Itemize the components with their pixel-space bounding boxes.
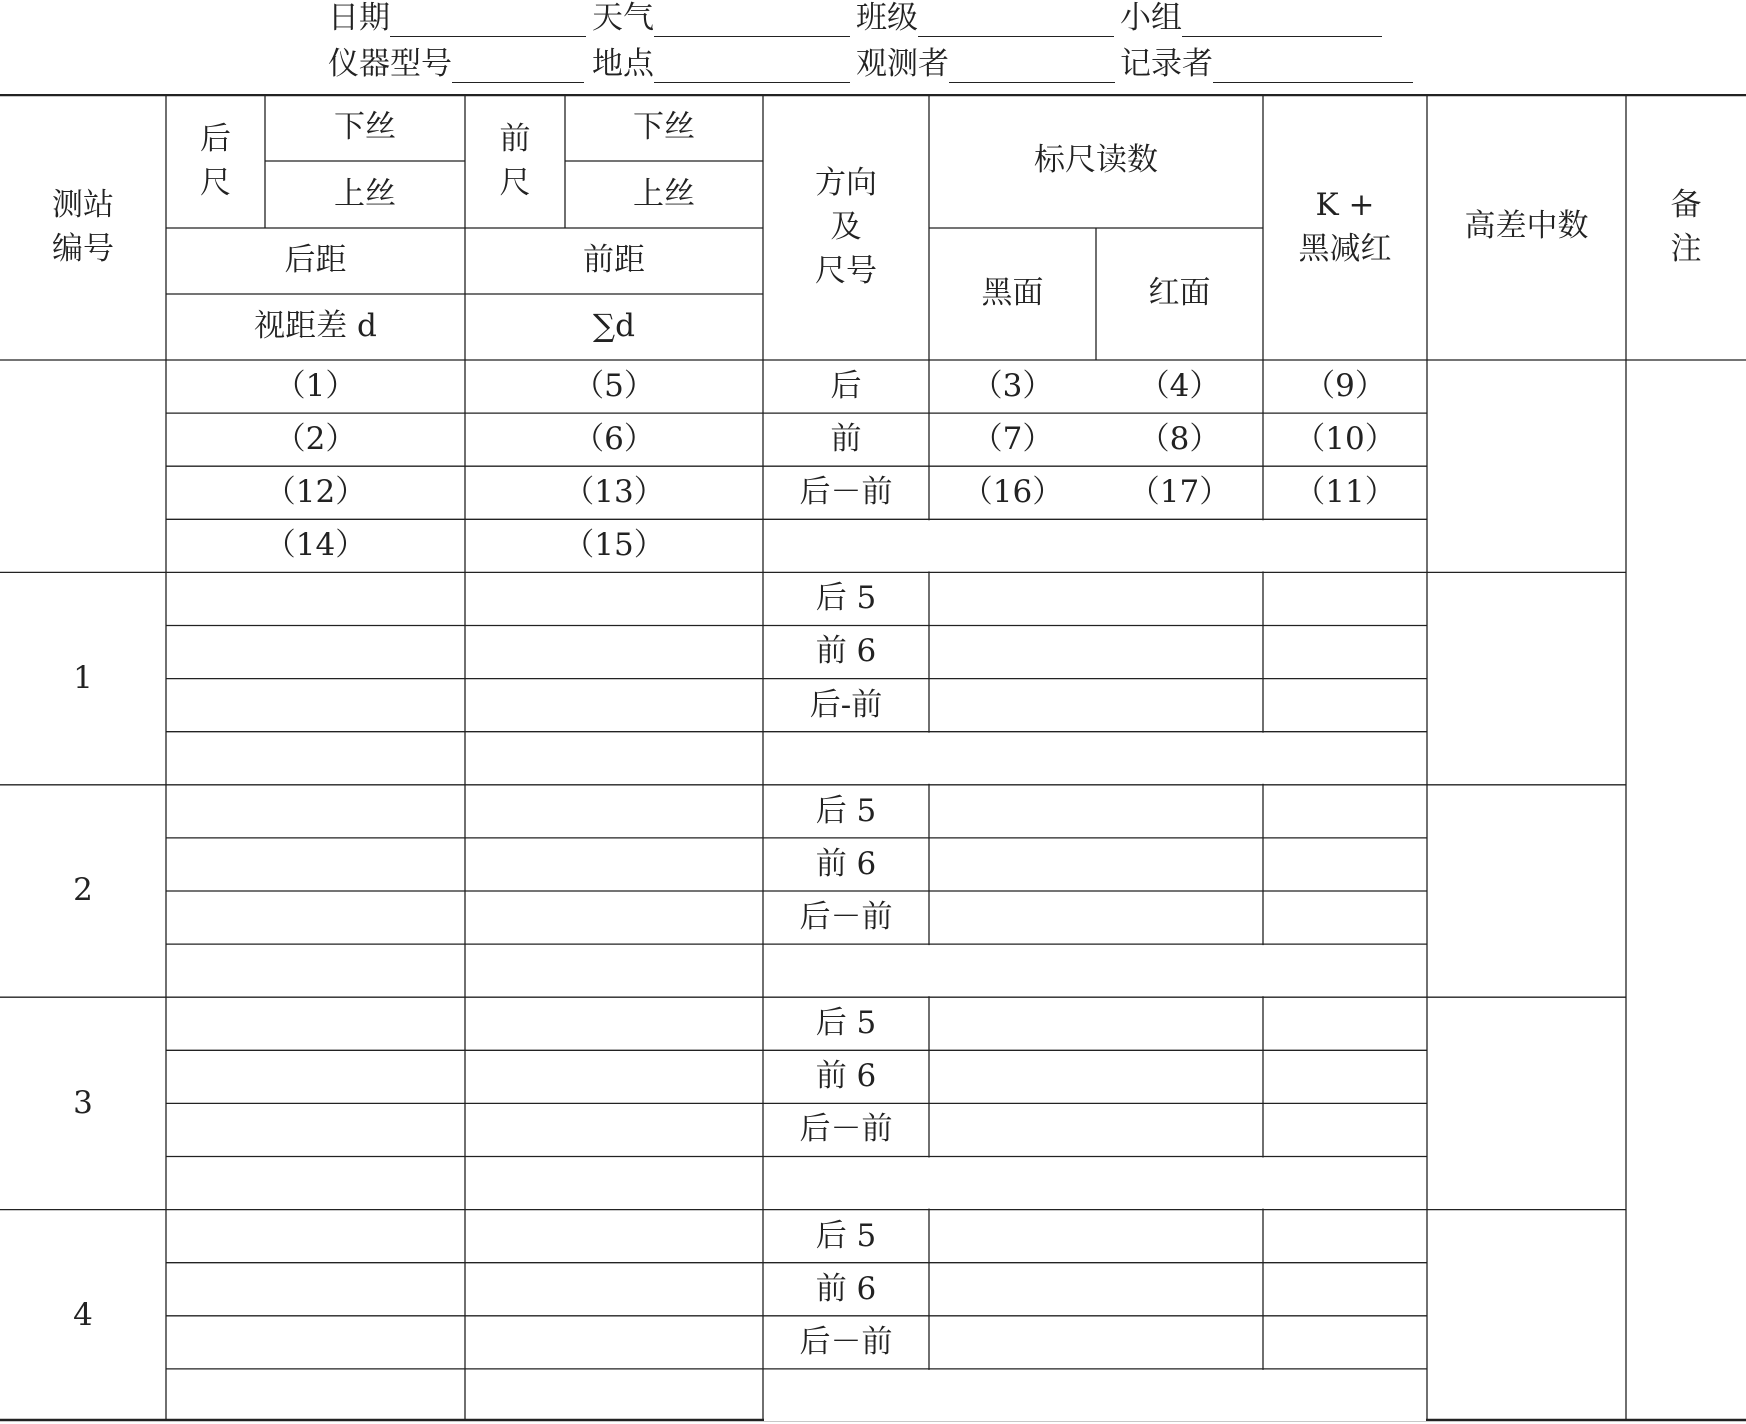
front-distance-input[interactable] bbox=[465, 1157, 763, 1210]
mean-height-difference-input[interactable] bbox=[1427, 1050, 1626, 1103]
header-front-staff: 前 尺 bbox=[499, 121, 531, 201]
red-face-input[interactable] bbox=[1096, 785, 1263, 838]
meta-instrument-field[interactable] bbox=[452, 52, 584, 83]
back-distance-input[interactable] bbox=[166, 572, 465, 625]
legend-mean-cell bbox=[1427, 413, 1626, 466]
meta-group-field[interactable] bbox=[1182, 6, 1382, 37]
mean-height-difference-input[interactable] bbox=[1427, 838, 1626, 891]
k-black-minus-red-input[interactable] bbox=[1263, 1316, 1427, 1369]
k-black-minus-red-input[interactable] bbox=[1263, 626, 1427, 679]
direction-label: 后－前 bbox=[799, 898, 893, 935]
red-face-input[interactable] bbox=[1096, 891, 1263, 944]
legend-direction-cell: 后 bbox=[830, 367, 862, 404]
meta-class-label: 班级 bbox=[856, 0, 918, 36]
meta-class-field[interactable] bbox=[918, 6, 1114, 37]
red-face-input[interactable] bbox=[1096, 997, 1263, 1050]
meta-observer-field[interactable] bbox=[949, 52, 1115, 83]
red-face-input[interactable] bbox=[1096, 1103, 1263, 1156]
meta-place bbox=[592, 38, 850, 83]
station-number: 1 bbox=[73, 659, 93, 696]
mean-height-difference-input[interactable] bbox=[1427, 679, 1626, 732]
meta-recorder bbox=[1120, 38, 1413, 83]
direction-label: 后 5 bbox=[815, 580, 877, 617]
back-distance-input[interactable] bbox=[166, 997, 465, 1050]
red-face-input[interactable] bbox=[1096, 679, 1263, 732]
meta-class bbox=[856, 0, 1114, 37]
direction-label: 前 6 bbox=[815, 1270, 877, 1307]
meta-date-label: 日期 bbox=[328, 0, 390, 36]
header-direction: 方向 及 尺号 bbox=[815, 165, 877, 289]
front-distance-input[interactable] bbox=[465, 679, 763, 732]
red-face-input[interactable] bbox=[1096, 1210, 1263, 1263]
back-distance-input[interactable] bbox=[166, 838, 465, 891]
red-face-input[interactable] bbox=[1096, 572, 1263, 625]
back-distance-input[interactable] bbox=[166, 732, 465, 785]
black-face-input[interactable] bbox=[929, 997, 1096, 1050]
k-black-minus-red-input[interactable] bbox=[1263, 1050, 1427, 1103]
k-black-minus-red-input[interactable] bbox=[1263, 679, 1427, 732]
direction-label: 后－前 bbox=[799, 1111, 893, 1148]
front-distance-input[interactable] bbox=[465, 1316, 763, 1369]
station-number: 4 bbox=[73, 1297, 93, 1334]
legend-direction-cell: 后－前 bbox=[799, 474, 893, 511]
header-station-no: 测站 编号 bbox=[52, 187, 114, 267]
back-distance-input[interactable] bbox=[166, 1157, 465, 1210]
red-face-input[interactable] bbox=[1096, 626, 1263, 679]
mean-height-difference-input[interactable] bbox=[1427, 1316, 1626, 1369]
header-red-face: 红面 bbox=[1148, 275, 1211, 312]
k-black-minus-red-input[interactable] bbox=[1263, 891, 1427, 944]
header-sum-d: ∑d bbox=[593, 308, 635, 345]
mean-height-difference-input[interactable] bbox=[1427, 785, 1626, 838]
header-remarks: 备 注 bbox=[1670, 187, 1702, 267]
legend-front-cell: （6） bbox=[573, 421, 655, 458]
station-number: 3 bbox=[73, 1084, 93, 1121]
back-distance-input[interactable] bbox=[166, 891, 465, 944]
header-back-staff: 后 尺 bbox=[200, 121, 231, 201]
mean-height-difference-input[interactable] bbox=[1427, 626, 1626, 679]
legend-k-cell: （9） bbox=[1304, 367, 1386, 404]
direction-label: 前 6 bbox=[815, 845, 877, 882]
back-distance-input[interactable] bbox=[166, 1050, 465, 1103]
k-black-minus-red-input[interactable] bbox=[1263, 1103, 1427, 1156]
legend-back-cell: （14） bbox=[264, 527, 367, 564]
legend-k-cell: （11） bbox=[1294, 474, 1396, 511]
mean-height-difference-input[interactable] bbox=[1427, 891, 1626, 944]
leveling-record-table bbox=[0, 94, 1746, 1422]
legend-back-cell: （12） bbox=[264, 474, 367, 511]
black-face-input[interactable] bbox=[929, 1103, 1096, 1156]
black-face-input[interactable] bbox=[929, 891, 1096, 944]
header-mean-height-difference: 高差中数 bbox=[1464, 208, 1589, 245]
front-distance-input[interactable] bbox=[465, 785, 763, 838]
front-distance-input[interactable] bbox=[465, 944, 763, 997]
black-face-input[interactable] bbox=[929, 1263, 1096, 1316]
mean-height-difference-input[interactable] bbox=[1427, 997, 1626, 1050]
red-face-input[interactable] bbox=[1096, 1316, 1263, 1369]
red-face-input[interactable] bbox=[1096, 1263, 1263, 1316]
back-distance-input[interactable] bbox=[166, 1103, 465, 1156]
header-black-face: 黑面 bbox=[981, 275, 1044, 312]
legend-mean-cell bbox=[1427, 466, 1626, 519]
k-black-minus-red-input[interactable] bbox=[1263, 572, 1427, 625]
mean-height-difference-input[interactable] bbox=[1427, 1103, 1626, 1156]
legend-red-cell: （17） bbox=[1128, 474, 1231, 511]
back-distance-input[interactable] bbox=[166, 1369, 465, 1422]
mean-height-difference-input[interactable] bbox=[1427, 1210, 1626, 1263]
station-number: 2 bbox=[73, 872, 93, 909]
legend-mean-cell bbox=[1427, 360, 1626, 413]
back-distance-input[interactable] bbox=[166, 944, 465, 997]
meta-group bbox=[1120, 0, 1382, 37]
k-black-minus-red-input[interactable] bbox=[1263, 997, 1427, 1050]
legend-black-cell: （7） bbox=[971, 421, 1054, 458]
legend-direction-cell: 前 bbox=[830, 421, 862, 458]
front-distance-input[interactable] bbox=[465, 838, 763, 891]
header-k-black-minus-red: K + 黑减红 bbox=[1298, 187, 1392, 267]
front-distance-input[interactable] bbox=[465, 1263, 763, 1316]
black-face-input[interactable] bbox=[929, 1316, 1096, 1369]
header-front-lower: 下丝 bbox=[633, 108, 695, 145]
back-distance-input[interactable] bbox=[166, 626, 465, 679]
black-face-input[interactable] bbox=[929, 679, 1096, 732]
front-distance-input[interactable] bbox=[465, 997, 763, 1050]
meta-weather-field[interactable] bbox=[654, 6, 850, 37]
front-distance-input[interactable] bbox=[465, 1103, 763, 1156]
black-face-input[interactable] bbox=[929, 838, 1096, 891]
header-back-distance: 后距 bbox=[284, 242, 347, 279]
mean-height-difference-input[interactable] bbox=[1427, 1263, 1626, 1316]
header-back-lower: 下丝 bbox=[334, 108, 396, 145]
direction-label: 前 6 bbox=[815, 633, 877, 670]
meta-recorder-field[interactable] bbox=[1213, 52, 1413, 83]
k-black-minus-red-input[interactable] bbox=[1263, 838, 1427, 891]
header-front-distance: 前距 bbox=[583, 242, 645, 279]
black-face-input[interactable] bbox=[929, 1050, 1096, 1103]
header-back-upper: 上丝 bbox=[334, 175, 396, 212]
meta-observer bbox=[856, 38, 1115, 83]
front-distance-input[interactable] bbox=[465, 891, 763, 944]
legend-front-cell: （5） bbox=[573, 367, 655, 404]
front-distance-input[interactable] bbox=[465, 572, 763, 625]
black-face-input[interactable] bbox=[929, 785, 1096, 838]
front-distance-input[interactable] bbox=[465, 626, 763, 679]
direction-label: 后 5 bbox=[815, 1005, 877, 1042]
red-face-input[interactable] bbox=[1096, 1050, 1263, 1103]
direction-label: 后－前 bbox=[799, 1323, 893, 1360]
meta-date-field[interactable] bbox=[390, 6, 586, 37]
black-face-input[interactable] bbox=[929, 1210, 1096, 1263]
header-front-upper: 上丝 bbox=[633, 175, 695, 212]
direction-label: 后 5 bbox=[815, 1217, 877, 1254]
meta-recorder-label: 记录者 bbox=[1120, 46, 1213, 82]
front-distance-input[interactable] bbox=[465, 1210, 763, 1263]
legend-front-cell: （13） bbox=[563, 474, 665, 511]
legend-k-cell: （10） bbox=[1294, 421, 1396, 458]
meta-observer-label: 观测者 bbox=[856, 46, 949, 82]
legend-back-cell: （2） bbox=[274, 421, 357, 458]
legend-back-cell: （1） bbox=[274, 367, 357, 404]
red-face-input[interactable] bbox=[1096, 838, 1263, 891]
front-distance-input[interactable] bbox=[465, 732, 763, 785]
direction-label: 前 6 bbox=[815, 1058, 877, 1095]
meta-date bbox=[328, 0, 586, 37]
back-distance-input[interactable] bbox=[166, 1263, 465, 1316]
k-black-minus-red-input[interactable] bbox=[1263, 1210, 1427, 1263]
back-distance-input[interactable] bbox=[166, 1210, 465, 1263]
front-distance-input[interactable] bbox=[465, 1050, 763, 1103]
meta-row-2 bbox=[0, 38, 1746, 84]
black-face-input[interactable] bbox=[929, 572, 1096, 625]
back-distance-input[interactable] bbox=[166, 785, 465, 838]
k-black-minus-red-input[interactable] bbox=[1263, 785, 1427, 838]
legend-black-cell: （3） bbox=[971, 367, 1054, 404]
legend-red-cell: （4） bbox=[1138, 367, 1221, 404]
direction-label: 后-前 bbox=[809, 686, 883, 723]
meta-instrument-label: 仪器型号 bbox=[328, 46, 452, 82]
legend-front-cell: （15） bbox=[563, 527, 665, 564]
black-face-input[interactable] bbox=[929, 626, 1096, 679]
back-distance-input[interactable] bbox=[166, 1316, 465, 1369]
direction-label: 后 5 bbox=[815, 792, 877, 829]
legend-red-cell: （8） bbox=[1138, 421, 1221, 458]
meta-place-field[interactable] bbox=[654, 52, 850, 83]
k-black-minus-red-input[interactable] bbox=[1263, 1263, 1427, 1316]
mean-height-difference-input[interactable] bbox=[1427, 572, 1626, 625]
header-sight-difference: 视距差 d bbox=[254, 308, 377, 345]
legend-black-cell: （16） bbox=[961, 474, 1064, 511]
front-distance-input[interactable] bbox=[465, 1369, 763, 1422]
meta-place-label: 地点 bbox=[592, 46, 654, 82]
meta-row-1 bbox=[0, 0, 1746, 38]
back-distance-input[interactable] bbox=[166, 679, 465, 732]
header-staff-reading: 标尺读数 bbox=[1034, 142, 1158, 179]
meta-group-label: 小组 bbox=[1120, 0, 1182, 36]
meta-instrument bbox=[328, 38, 584, 83]
meta-weather bbox=[592, 0, 850, 37]
meta-weather-label: 天气 bbox=[592, 0, 654, 36]
